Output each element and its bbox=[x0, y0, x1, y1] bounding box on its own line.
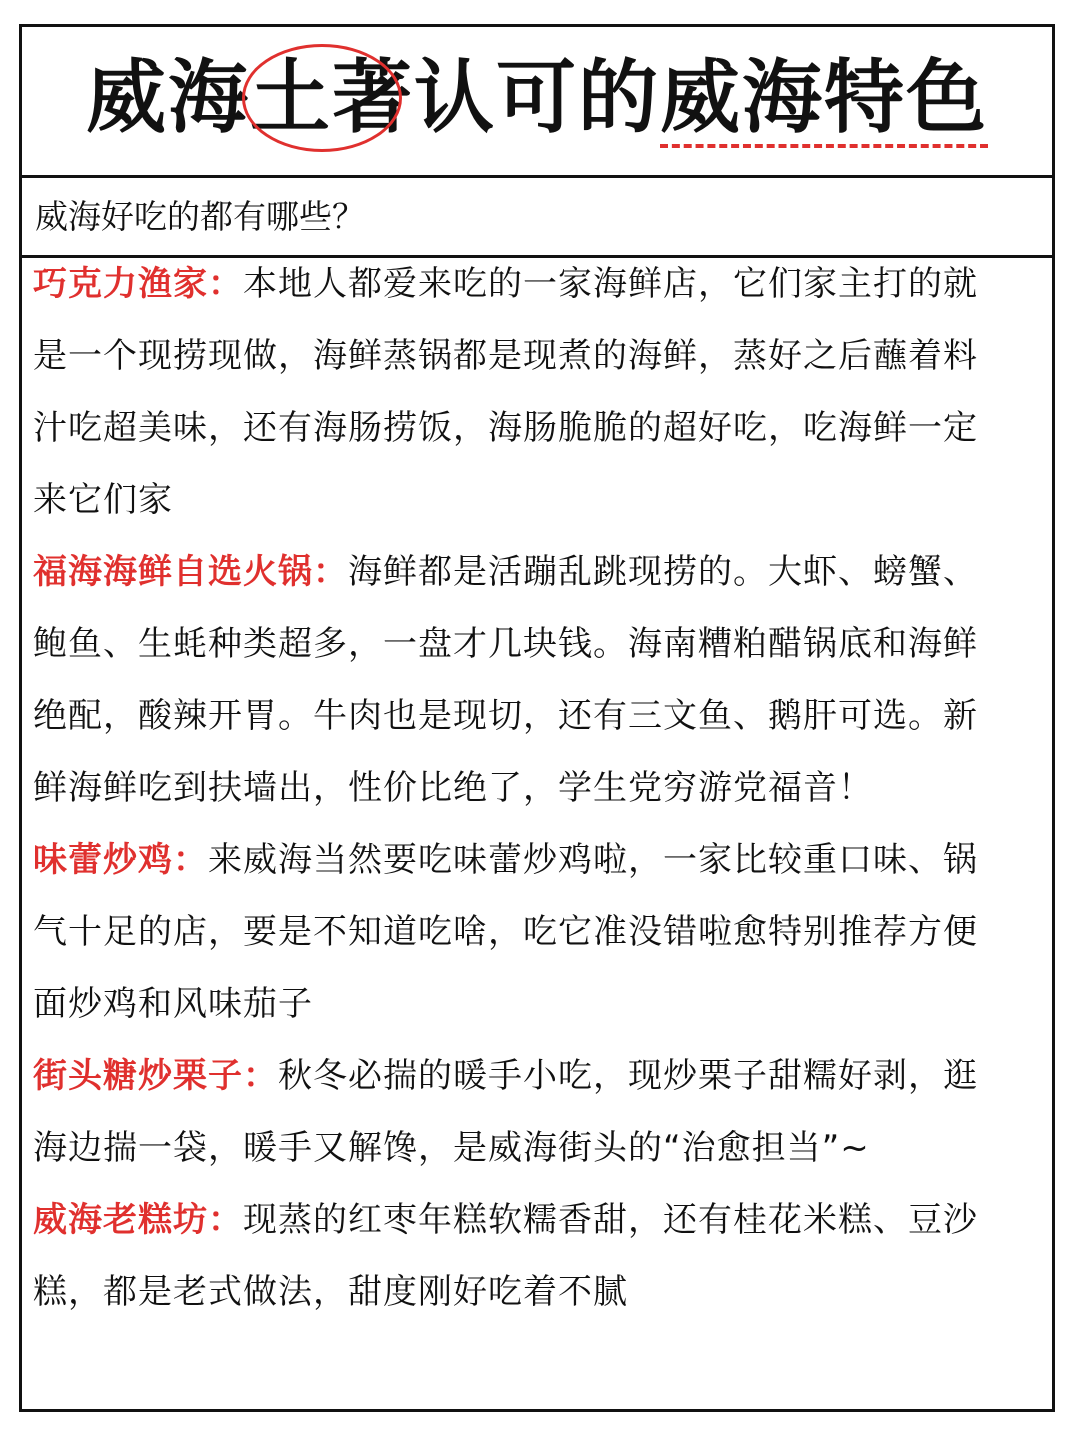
subtitle: 威海好吃的都有哪些？ bbox=[35, 197, 365, 236]
subtitle-box bbox=[22, 178, 1052, 258]
entry-description: 海鲜都是活蹦乱跳现捞的。大虾、螃蟹、鲍鱼、生蚝种类超多，一盘才几块钱。海南糟粕醋锅底和海鲜绝配，酸辣开胃。牛肉也是现切，还有三文鱼、鹅肝可选。新鲜海鲜吃到扶墙出，性价比绝了，学生党穷游党福音！ bbox=[33, 552, 978, 808]
entry-description: 现蒸的红枣年糕软糯香甜，还有桂花米糕、豆沙糕，都是老式做法，甜度刚好吃着不腻 bbox=[33, 1200, 978, 1312]
entry-description: 本地人都爱来吃的一家海鲜店，它们家主打的就是一个现捞现做，海鲜蒸锅都是现煮的海鲜，蒸好之后蘸着料汁吃超美味，还有海肠捞饭，海肠脆脆的超好吃，吃海鲜一定来它们家 bbox=[33, 264, 978, 520]
entry-item bbox=[33, 1040, 1008, 1184]
title-part-2-circled bbox=[250, 51, 414, 144]
entry-name: 福海海鲜自选火锅： bbox=[33, 552, 348, 592]
entries-list bbox=[33, 248, 1008, 1328]
page-title bbox=[86, 51, 988, 144]
entry-description: 秋冬必揣的暖手小吃，现炒栗子甜糯好剥，逛海边揣一袋，暖手又解馋，是威海街头的“治愈担当”~ bbox=[33, 1056, 978, 1168]
entry-item bbox=[33, 248, 1008, 536]
entry-name: 威海老糕坊： bbox=[33, 1200, 243, 1240]
title-box bbox=[22, 27, 1052, 178]
entry-description: 来威海当然要吃味蕾炒鸡啦，一家比较重口味、锅气十足的店，要是不知道吃啥，吃它准没错啦愈特别推荐方便面炒鸡和风味茄子 bbox=[33, 840, 978, 1024]
red-dashed-underline bbox=[660, 144, 988, 148]
entry-name: 味蕾炒鸡： bbox=[33, 840, 208, 880]
title-part-2-text: 土著 bbox=[250, 51, 414, 144]
entry-name: 街头糖炒栗子： bbox=[33, 1056, 278, 1096]
title-part-1: 威海 bbox=[86, 51, 250, 144]
entry-item bbox=[33, 536, 1008, 824]
title-part-3: 认可的 bbox=[414, 51, 660, 144]
title-part-4-underlined bbox=[660, 51, 988, 144]
entry-item bbox=[33, 1184, 1008, 1328]
title-part-4-text: 威海特色 bbox=[660, 51, 988, 144]
entry-name: 巧克力渔家： bbox=[33, 264, 243, 304]
entry-item bbox=[33, 824, 1008, 1040]
